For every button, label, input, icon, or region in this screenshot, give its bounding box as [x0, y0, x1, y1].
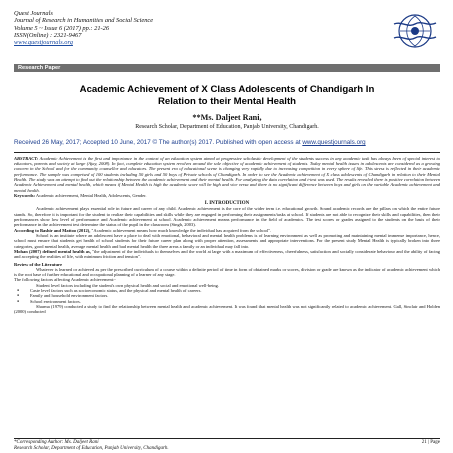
quest-journals-logo-icon	[392, 12, 438, 50]
review-heading: Review of the Literature	[14, 261, 63, 267]
footer-affiliation: Research Scholar, Department of Education, Panjab University, Chandigarh.	[14, 445, 169, 451]
intro-definition-label: Mohan (2007) defined mental health as,	[14, 249, 91, 254]
received-url-link[interactable]: www.questjournals.org	[302, 139, 366, 146]
abstract-paragraph	[14, 156, 440, 193]
intro-paragraph-3: School is an institute where an adolescent have a place to deal with emotional, behavioral and mental health problems is of learning environment as well as promoting and maintaining mental immense importance, hence, school must ensure that students get health of school students for their future career plan along with proper attention, assessments and appropriate interventions. For the present study Mental Health is typically broken into three categories, good mental health, average mental health and bad mental health the three areas a family or an individual may fall into.	[14, 232, 440, 249]
received-line	[14, 139, 440, 147]
journal-volume: Volume 5 ~ Issue 6 (2017) pp.: 21-26	[14, 24, 110, 32]
keywords-text: Academic achievement, Mental Health, Adolescents, Gender.	[35, 192, 147, 198]
journal-issn: ISSN(Online) : 2321-9467	[14, 31, 82, 39]
journal-name: Quest Journals	[14, 10, 53, 17]
intro-paragraph-4	[14, 249, 440, 260]
intro-quote-label: According to Bashir and Mattoo (2012),	[14, 227, 91, 233]
review-paragraph-2: The following factors affecting Academic achievement:-	[14, 277, 116, 283]
received-text: Received 26 May, 2017; Accepted 10 June, 2017 © The author(s) 2017. Published with open access	[14, 139, 294, 146]
title-line-2: Relation to their Mental Health	[157, 95, 297, 107]
intro-paragraph-1: Academic achievement plays essential role in future and career of any child. Academic achievement is the core of the wider term i.e. educational growth. Sound academic records are the pillars on which the entire future stands. So, therefore it is important for the student to realize their capabilities and skills while they are engaged in performing their assignments/tasks at school. If students are not able to recognize their skills and capabilities, then their performances show low level of performance and Academic achievement at school. Academic achievement means performance in the field of academics. The test scores or grades assigned to the students on the basis of their performance in the achievement test determine the status of the pupil in the classroom (Singh, 2003).	[14, 206, 440, 228]
review-paragraph-1: Whatever is learned or achieved as per the prescribed curriculum of a course within a definite period of time in form of obtained marks or scores, division or grade are known as the indicator of academic achievement which is the root base of further educational and occupational planning of a learner of any stage.	[14, 266, 440, 278]
abstract-label: ABSTRACT:	[14, 155, 39, 161]
intro-heading: I. INTRODUCTION	[204, 201, 250, 207]
author-name: **Ms. Daljeet Rani,	[192, 113, 262, 122]
journal-info	[14, 10, 440, 46]
list-item: ● Caste level factors such as socioeconomic status, and the physical and mental health of careers.	[14, 288, 440, 293]
abstract-section	[14, 152, 440, 199]
review-paragraph-4: Sharma (1979) conducted a study to find the relationship between mental health and academic achievement. It was found that mental health was not significantly related to academic achievement. Gall, Sinclair and Holden (2000) conducted	[14, 303, 440, 315]
abstract-text: Academic Achievement is the first and importance in the context of an education system aimed at progressive scholastic development of the students success in any academic task has always been of special interest to educators, parents and society at large (Ajay, 2008). In fact, complete education system revolves around the sole objective of academic achievement of students. Today mental health issues in adolescents are considered as a growing concern in the School and for the community counsellor and educators. The present era of educational scene is changing very rapidly due to increasing competition in every sphere of life. This stress is reflected in their academic performance. The sample was comprised of 100 students including 50 girls and 50 boys of Private schools of Chandigarh. In order to see the Academic achievement of X class adolescents of Chandigarh in relation to their Mental Health. The study was an attempt to find out the relationship between the academic achievement and their mental health. For analyzing the data correlation and t-test was used. The results revealed there is positive correlation between Academic Achievement and mental health, which means if Mental Health is high the academic score will be high and vice versa and there is no significant difference between boys and girls on the variable Academic achievement and mental health.	[14, 155, 440, 193]
journal-series: Journal of Research in Humanities and Social Science	[14, 17, 154, 25]
paper-title	[14, 84, 440, 107]
page-number: 21 | Page	[421, 440, 440, 445]
author-affiliation: Research Scholar, Department of Education, Panjab University, Chandigarh.	[135, 124, 319, 130]
list-item: ● Family and household environment factors.	[14, 293, 440, 298]
paper-page	[14, 10, 440, 446]
paper-type-bar: Research Paper	[14, 64, 440, 72]
keywords-paragraph	[14, 193, 440, 198]
intro-definition-text: "the adjustment of the individuals to themselves and the world at large with a maximum of effectiveness, cheerfulness, satisfaction and socially considerate behaviour and the ability of facing and accepting the realities of life, with minimum friction and tension".	[14, 249, 440, 260]
review-paragraph-3: Student level factors including the student's own physical health and social and emotional well-being.	[36, 282, 220, 288]
page-footer	[14, 438, 440, 452]
received-at: at	[295, 139, 301, 146]
title-line-1: Academic Achievement of X Class Adolescents of Chandigarh In	[79, 84, 375, 95]
corresponding-author: *Corresponding Author: Ms. Daljeet Rani	[14, 440, 99, 445]
list-item: ● School environment factors.	[14, 299, 440, 304]
journal-header	[14, 10, 440, 60]
factor-list	[14, 288, 440, 304]
keywords-label: Keywords:	[14, 192, 35, 198]
intro-quote-text: "Academic achievement means how much knowledge the individual has acquired from the school".	[91, 227, 272, 233]
journal-url-link[interactable]: www.questjournals.org	[14, 39, 73, 47]
